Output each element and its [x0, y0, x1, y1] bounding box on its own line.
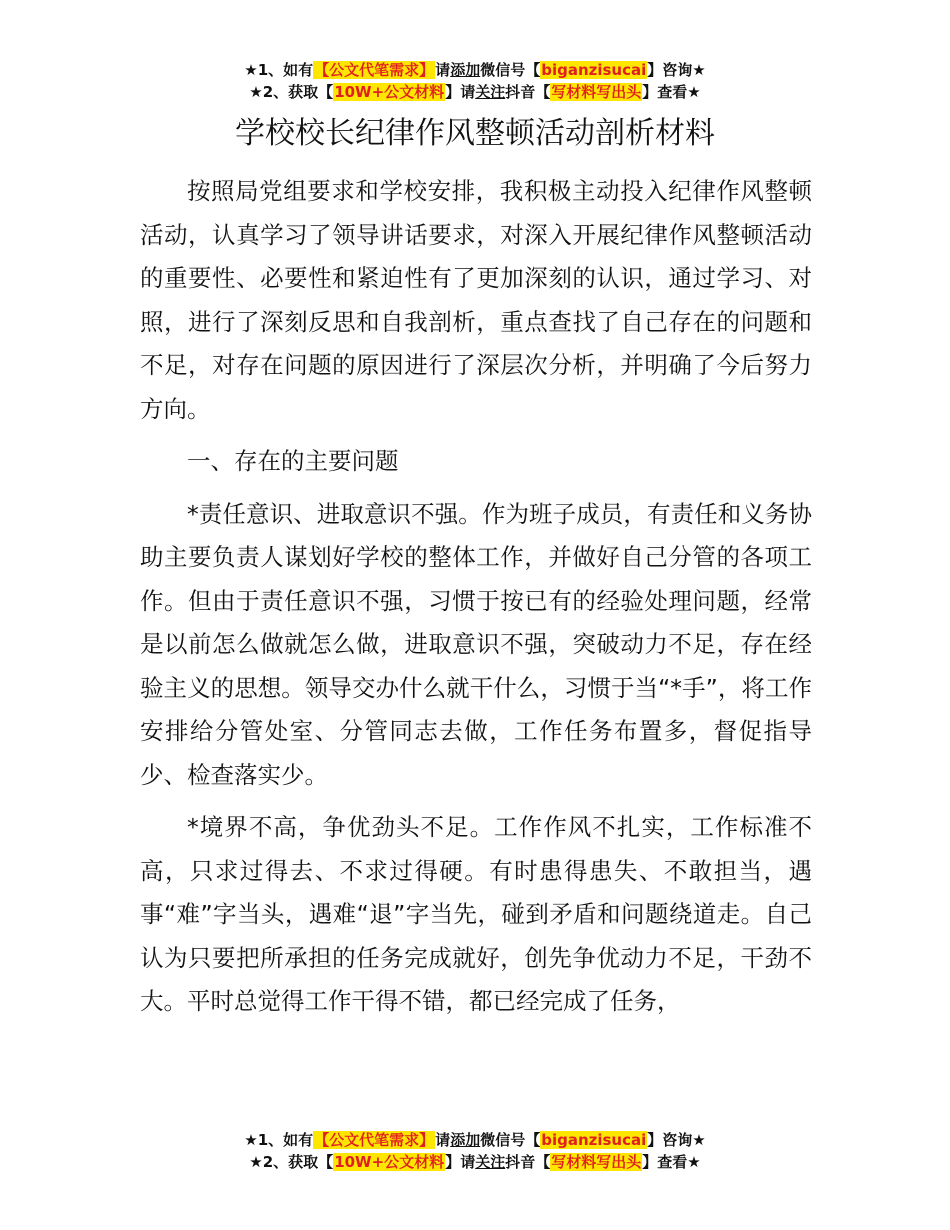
banner-line-2: [0, 1151, 950, 1173]
banner-line-1: [0, 1129, 950, 1151]
banner-text: 】咨询★: [647, 1131, 706, 1149]
banner-emphasis: 添加: [450, 1131, 481, 1149]
banner-text: 微信号【: [480, 1131, 541, 1149]
banner-text: 】请: [445, 83, 476, 101]
banner-highlight: 写材料写出头: [551, 83, 642, 101]
banner-text: 请: [435, 61, 451, 79]
banner-highlight: 写材料写出头: [551, 1153, 642, 1171]
paragraph-issue-2: *境界不高，争优劲头不足。工作作风不扎实，工作标准不高，只求过得去、不求过得硬。有时患得患失、不敢担当，遇事“难”字当头，遇难“退”字当先，碰到矛盾和问题绕道走。自己认为只要把所承担的任务完成就好，创先争优动力不足，干劲不大。平时总觉得工作干得不错，都已经完成了任务，: [140, 813, 812, 1015]
banner-text: ★2、获取【: [249, 83, 334, 101]
header-banner: [0, 59, 950, 103]
paragraph-intro: 按照局党组要求和学校安排，我积极主动投入纪律作风整顿活动，认真学习了领导讲话要求，对深入开展纪律作风整顿活动的重要性、必要性和紧迫性有了更加深刻的认识，通过学习、对照，进行了深刻反思和自我剖析，重点查找了自己存在的问题和不足，对存在问题的原因进行了深层次分析，并明确了今后努力方向。: [140, 177, 812, 423]
document-title: 学校校长纪律作风整顿活动剖析材料: [235, 116, 715, 151]
banner-text: 】查看★: [642, 83, 701, 101]
banner-text: 】查看★: [642, 1153, 701, 1171]
banner-text: ★1、如有: [244, 61, 314, 79]
banner-emphasis: 关注: [475, 83, 506, 101]
document-body: [140, 170, 812, 1033]
banner-highlight: biganzisucai: [541, 1131, 647, 1149]
banner-text: 微信号【: [480, 61, 541, 79]
banner-highlight: 【公文代笔需求】: [314, 1131, 435, 1149]
banner-highlight: 10W+公文材料: [334, 1153, 445, 1171]
banner-text: 】请: [445, 1153, 476, 1171]
banner-text: ★2、获取【: [249, 1153, 334, 1171]
banner-highlight: biganzisucai: [541, 61, 647, 79]
banner-emphasis: 关注: [475, 1153, 506, 1171]
footer-banner: [0, 1129, 950, 1173]
section-heading: 一、存在的主要问题: [187, 447, 399, 475]
banner-line-2: [0, 81, 950, 103]
banner-text: 请: [435, 1131, 451, 1149]
banner-highlight: 【公文代笔需求】: [314, 61, 435, 79]
banner-text: 抖音【: [505, 1153, 551, 1171]
banner-text: ★1、如有: [244, 1131, 314, 1149]
banner-line-1: [0, 59, 950, 81]
banner-highlight: 10W+公文材料: [334, 83, 445, 101]
banner-text: 抖音【: [505, 83, 551, 101]
banner-emphasis: 添加: [450, 61, 481, 79]
paragraph-issue-1: *责任意识、进取意识不强。作为班子成员，有责任和义务协助主要负责人谋划好学校的整体工作，并做好自己分管的各项工作。但由于责任意识不强，习惯于按已有的经验处理问题，经常是以前怎么做就怎么做，进取意识不强，突破动力不足，存在经验主义的思想。领导交办什么就干什么，习惯于当“*手”，将工作安排给分管处室、分管同志去做，工作任务布置多，督促指导少、检查落实少。: [140, 499, 812, 789]
banner-text: 】咨询★: [647, 61, 706, 79]
